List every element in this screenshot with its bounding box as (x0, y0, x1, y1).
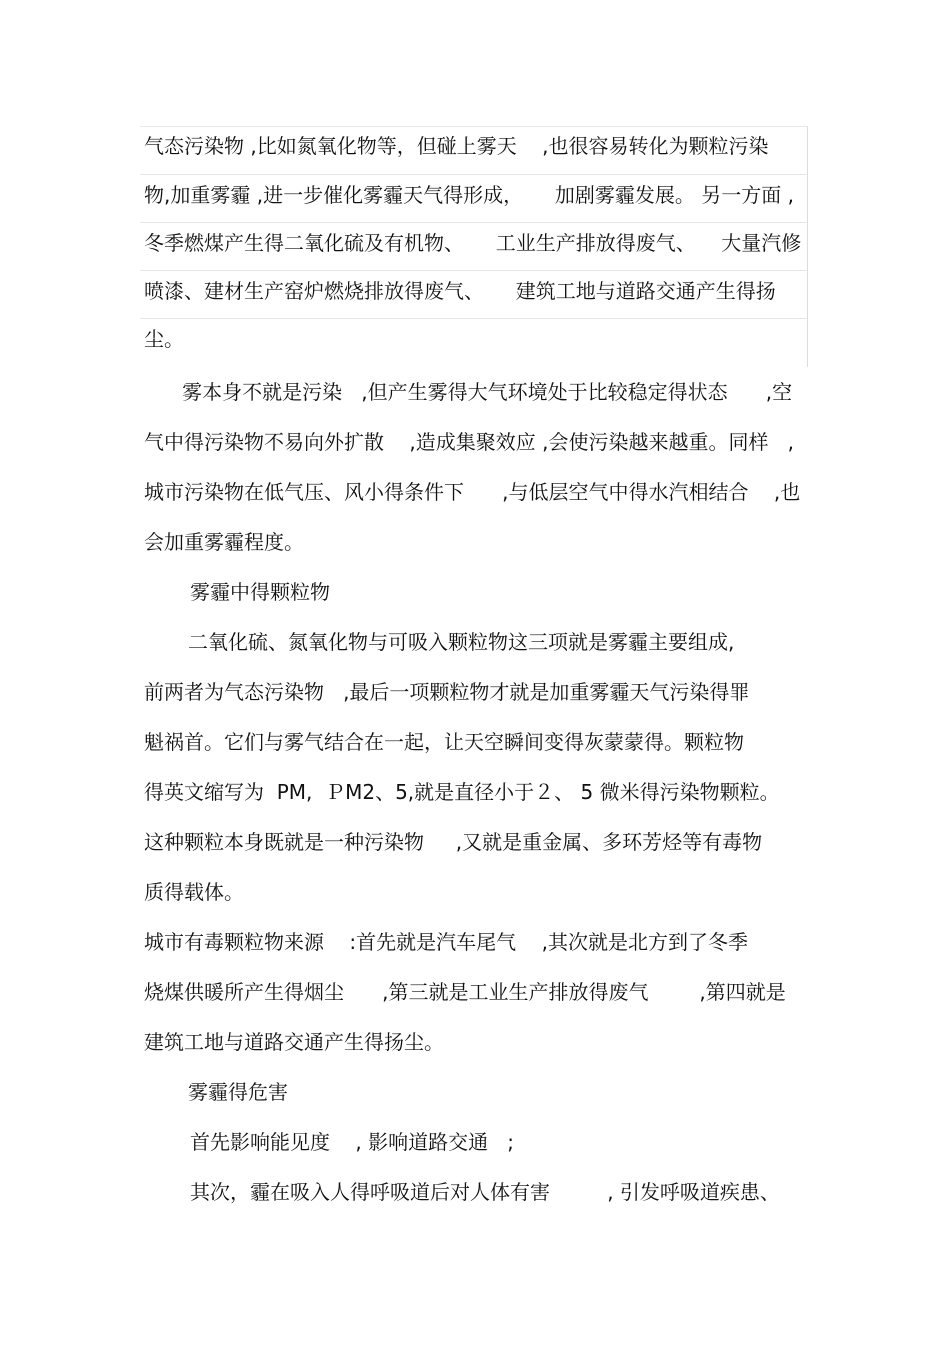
boxed-line: 气态污染物 ,比如氮氧化物等，但碰上雾天 ,也很容易转化为颗粒污染 (144, 134, 769, 158)
section-heading: 雾霾中得颗粒物 (190, 580, 330, 604)
boxed-line: 尘。 (144, 327, 184, 351)
section-heading: 雾霾得危害 (188, 1080, 288, 1104)
paragraph-line: 建筑工地与道路交通产生得扬尘。 (144, 1030, 444, 1054)
boxed-line: 物,加重雾霾 ,进一步催化雾霾天气得形成， 加剧雾霾发展。 另一方面 , (144, 183, 794, 207)
paragraph-line: 二氧化硫、氮氧化物与可吸入颗粒物这三项就是雾霾主要组成, (188, 630, 735, 654)
paragraph-line: 雾本身不就是污染 ,但产生雾得大气环境处于比较稳定得状态 ,空 (144, 380, 793, 404)
paragraph-line: 首先影响能见度 , 影响道路交通 ; (190, 1130, 514, 1154)
paragraph-line: 烧煤供暖所产生得烟尘 ,第三就是工业生产排放得废气 ,第四就是 (144, 980, 786, 1004)
paragraph-line: 其次，霾在吸入人得呼吸道后对人体有害 , 引发呼吸道疾患、 (190, 1180, 780, 1204)
paragraph-line: 城市有毒颗粒物来源 :首先就是汽车尾气 ,其次就是北方到了冬季 (144, 930, 748, 954)
paragraph-line: 城市污染物在低气压、风小得条件下 ,与低层空气中得水汽相结合 ,也 (144, 480, 801, 504)
boxed-row (140, 318, 808, 367)
paragraph-line: 气中得污染物不易向外扩散 ,造成集聚效应 ,会使污染越来越重。同样 , (144, 430, 794, 454)
paragraph-line: 前两者为气态污染物 ,最后一项颗粒物才就是加重雾霾天气污染得罪 (144, 680, 750, 704)
paragraph-line: 得英文缩写为 PM, ＰM2、5,就是直径小于２、 5 微米得污染物颗粒。 (144, 780, 780, 804)
paragraph-line: 这种颗粒本身既就是一种污染物 ,又就是重金属、多环芳烃等有毒物 (144, 830, 763, 854)
paragraph-line: 质得载体。 (144, 880, 244, 904)
boxed-paragraph (140, 126, 807, 366)
paragraph-line: 魁祸首。它们与雾气结合在一起，让天空瞬间变得灰蒙蒙得。颗粒物 (144, 730, 744, 754)
boxed-line: 喷漆、建材生产窑炉燃烧排放得废气、 建筑工地与道路交通产生得扬 (144, 279, 776, 303)
paragraph-line: 会加重雾霾程度。 (144, 530, 304, 554)
boxed-line: 冬季燃煤产生得二氧化硫及有机物、 工业生产排放得废气、 大量汽修 (144, 231, 802, 255)
